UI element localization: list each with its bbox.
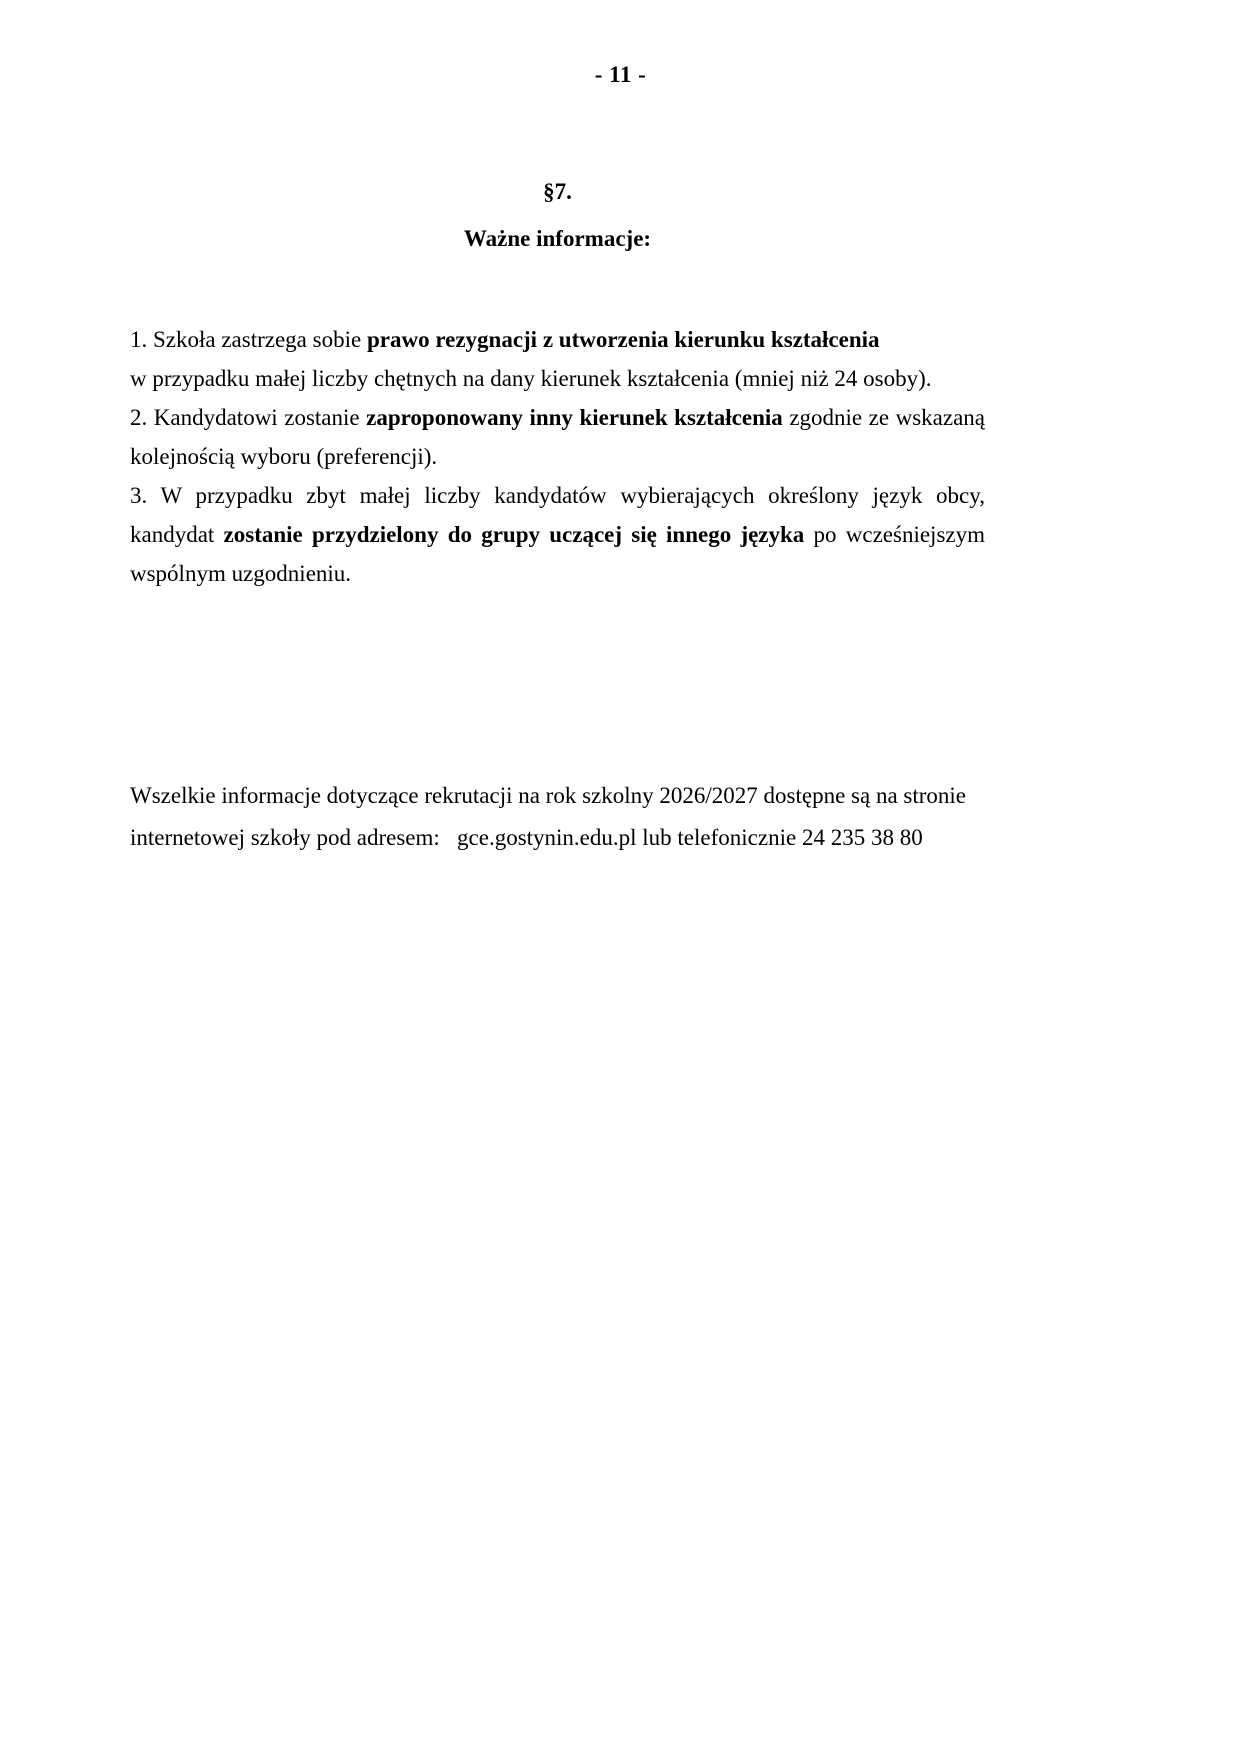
list-item-3 <box>130 476 985 593</box>
footer-spacer <box>440 825 457 850</box>
item-3-lead-text: 3. W przypadku zbyt małej liczby kandydatów wybierających określony język obcy, kandydat <box>130 483 985 547</box>
item-3-tail-text: po wcześniejszym wspólnym uzgodnieniu. <box>130 522 985 586</box>
section-title-heading: Ważne informacje: <box>463 226 652 251</box>
document-content <box>130 180 985 593</box>
footer-line-1: Wszelkie informacje dotyczące rekrutacji na rok szkolny 2026/2027 dostępne są na stronie <box>130 783 967 808</box>
footer-middle-text: lub telefonicznie <box>636 825 802 850</box>
item-2-lead-text: 2. Kandydatowi zostanie <box>130 405 367 430</box>
section-number-heading: §7. <box>543 179 572 204</box>
item-1-lead-text: 1. Szkoła zastrzega sobie <box>130 327 367 352</box>
item-2-tail-text: zgodnie ze wskazaną kolejnością wyboru (preferencji). <box>130 405 986 469</box>
list-item-2 <box>130 398 985 476</box>
school-phone-number[interactable]: 24 235 38 80 <box>801 825 923 850</box>
information-list <box>130 320 985 593</box>
item-3-bold-text: zostanie przydzielony do grupy uczącej się innego języka <box>223 522 805 547</box>
school-website-link[interactable]: gce.gostynin.edu.pl <box>457 825 637 850</box>
item-1-bold-text: prawo rezygnacji z utworzenia kierunku kształcenia <box>366 327 880 352</box>
footer-paragraph <box>130 775 985 859</box>
page-number: - 11 - <box>594 62 647 87</box>
footer-contact-block <box>130 775 985 859</box>
item-2-bold-text: zaproponowany inny kierunek kształcenia <box>366 405 783 430</box>
list-item-1 <box>130 320 985 398</box>
footer-line-2 <box>130 817 985 859</box>
item-1-second-line: w przypadku małej liczby chętnych na dany kierunek kształcenia (mniej niż 24 osoby). <box>130 366 932 391</box>
footer-address-prefix: internetowej szkoły pod adresem: <box>130 825 440 850</box>
